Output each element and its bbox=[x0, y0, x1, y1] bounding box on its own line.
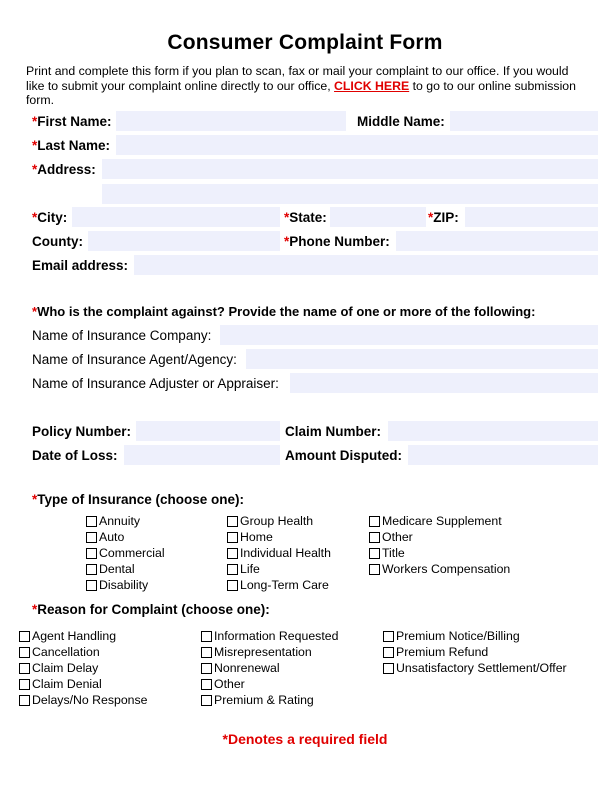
required-mark: * bbox=[284, 210, 290, 225]
reason-option[interactable] bbox=[19, 628, 148, 644]
reason-option[interactable] bbox=[201, 660, 338, 676]
insurance-adjuster-label: Name of Insurance Adjuster or Appraiser: bbox=[32, 376, 279, 391]
date-of-loss-label: Date of Loss: bbox=[32, 448, 118, 463]
zip-label-text: ZIP: bbox=[433, 210, 459, 225]
state-label-text: State: bbox=[289, 210, 327, 225]
zip-label bbox=[428, 210, 459, 225]
insurance-option-label: Auto bbox=[99, 530, 125, 544]
reason-option-label: Information Requested bbox=[214, 629, 339, 643]
reason-option-label: Misrepresentation bbox=[214, 645, 312, 659]
insurance-option-label: Disability bbox=[99, 578, 149, 592]
email-field[interactable] bbox=[134, 255, 598, 275]
insurance-option-label: Individual Health bbox=[240, 546, 331, 560]
insurance-option-label: Other bbox=[382, 530, 413, 544]
reason-option-label: Agent Handling bbox=[32, 629, 117, 643]
checkbox[interactable] bbox=[19, 631, 30, 642]
address-line2-field[interactable] bbox=[102, 184, 598, 204]
insurance-option-label: Medicare Supplement bbox=[382, 514, 502, 528]
reason-option[interactable] bbox=[19, 692, 148, 708]
checkbox[interactable] bbox=[227, 548, 238, 559]
checkbox[interactable] bbox=[369, 564, 380, 575]
checkbox[interactable] bbox=[369, 516, 380, 527]
phone-field[interactable] bbox=[396, 231, 598, 251]
insurance-option[interactable] bbox=[86, 561, 165, 577]
checkbox[interactable] bbox=[201, 663, 212, 674]
required-mark: * bbox=[32, 210, 38, 225]
insurance-option[interactable] bbox=[369, 529, 510, 545]
policy-number-field[interactable] bbox=[136, 421, 280, 441]
checkbox[interactable] bbox=[383, 647, 394, 658]
reason-option-label: Premium & Rating bbox=[214, 693, 314, 707]
middle-name-field[interactable] bbox=[450, 111, 598, 131]
insurance-agent-field[interactable] bbox=[246, 349, 598, 369]
insurance-option[interactable] bbox=[227, 577, 331, 593]
insurance-option[interactable] bbox=[369, 545, 510, 561]
required-mark: * bbox=[32, 602, 38, 617]
complaint-against-heading bbox=[32, 304, 535, 319]
required-mark: * bbox=[32, 304, 38, 319]
amount-disputed-label: Amount Disputed: bbox=[285, 448, 402, 463]
insurance-option-label: Group Health bbox=[240, 514, 314, 528]
insurance-option-label: Life bbox=[240, 562, 260, 576]
insurance-option-label: Workers Compensation bbox=[382, 562, 511, 576]
county-field[interactable] bbox=[88, 231, 280, 251]
insurance-option-label: Title bbox=[382, 546, 405, 560]
intro-text bbox=[26, 64, 586, 108]
insurance-option-label: Commercial bbox=[99, 546, 165, 560]
checkbox[interactable] bbox=[86, 532, 97, 543]
last-name-label-text: Last Name: bbox=[37, 138, 111, 153]
intro-text-before: Print and complete this form if you plan to scan, fax or mail your complaint to our office. If you would like to submit your complaint online directly to our office, bbox=[26, 64, 569, 93]
checkbox[interactable] bbox=[19, 679, 30, 690]
reason-option[interactable] bbox=[201, 692, 338, 708]
checkbox[interactable] bbox=[86, 580, 97, 591]
required-mark: * bbox=[32, 138, 38, 153]
checkbox[interactable] bbox=[227, 532, 238, 543]
insurance-type-col2 bbox=[227, 513, 331, 593]
insurance-option-label: Dental bbox=[99, 562, 135, 576]
insurance-option[interactable] bbox=[227, 529, 331, 545]
claim-number-label: Claim Number: bbox=[285, 424, 382, 439]
required-mark: * bbox=[32, 162, 38, 177]
checkbox[interactable] bbox=[86, 548, 97, 559]
required-mark: * bbox=[32, 114, 38, 129]
phone-label-text: Phone Number: bbox=[289, 234, 390, 249]
insurance-type-col3 bbox=[369, 513, 510, 577]
insurance-option[interactable] bbox=[227, 545, 331, 561]
reason-option[interactable] bbox=[383, 628, 567, 644]
click-here-link[interactable]: CLICK HERE bbox=[334, 78, 410, 93]
city-label-text: City: bbox=[37, 210, 68, 225]
insurance-company-field[interactable] bbox=[220, 325, 598, 345]
insurance-adjuster-field[interactable] bbox=[290, 373, 598, 393]
checkbox[interactable] bbox=[201, 631, 212, 642]
reason-option[interactable] bbox=[201, 644, 338, 660]
insurance-option-label: Home bbox=[240, 530, 273, 544]
reason-option-label: Nonrenewal bbox=[214, 661, 280, 675]
phone-label bbox=[284, 234, 390, 249]
last-name-label bbox=[32, 138, 110, 153]
checkbox[interactable] bbox=[369, 532, 380, 543]
reason-option-label: Cancellation bbox=[32, 645, 100, 659]
checkbox[interactable] bbox=[227, 564, 238, 575]
address-label bbox=[32, 162, 96, 177]
checkbox[interactable] bbox=[19, 647, 30, 658]
reason-option-label: Premium Refund bbox=[396, 645, 489, 659]
checkbox[interactable] bbox=[383, 663, 394, 674]
insurance-option[interactable] bbox=[86, 545, 165, 561]
checkbox[interactable] bbox=[201, 647, 212, 658]
reason-col1 bbox=[19, 628, 148, 708]
date-of-loss-field[interactable] bbox=[124, 445, 280, 465]
reason-option-label: Unsatisfactory Settlement/Offer bbox=[396, 661, 567, 675]
address-label-text: Address: bbox=[37, 162, 96, 177]
reason-option[interactable] bbox=[383, 644, 567, 660]
reason-option-label: Claim Delay bbox=[32, 661, 99, 675]
required-mark: * bbox=[428, 210, 434, 225]
insurance-agent-label: Name of Insurance Agent/Agency: bbox=[32, 352, 237, 367]
city-field[interactable] bbox=[72, 207, 280, 227]
insurance-company-label: Name of Insurance Company: bbox=[32, 328, 212, 343]
insurance-option[interactable] bbox=[227, 561, 331, 577]
checkbox[interactable] bbox=[201, 679, 212, 690]
checkbox[interactable] bbox=[19, 663, 30, 674]
first-name-label-text: First Name: bbox=[37, 114, 112, 129]
checkbox[interactable] bbox=[86, 564, 97, 575]
claim-number-field[interactable] bbox=[388, 421, 598, 441]
address-line1-field[interactable] bbox=[102, 159, 598, 179]
required-mark: * bbox=[284, 234, 290, 249]
checkbox[interactable] bbox=[201, 695, 212, 706]
county-label: County: bbox=[32, 234, 83, 249]
reason-option[interactable] bbox=[19, 676, 148, 692]
insurance-option[interactable] bbox=[227, 513, 331, 529]
checkbox[interactable] bbox=[19, 695, 30, 706]
reason-option[interactable] bbox=[383, 660, 567, 676]
policy-number-label: Policy Number: bbox=[32, 424, 132, 439]
required-mark: * bbox=[32, 492, 38, 507]
form-title: Consumer Complaint Form bbox=[167, 31, 443, 54]
insurance-option[interactable] bbox=[86, 577, 165, 593]
insurance-type-heading bbox=[32, 492, 244, 507]
insurance-option-label: Annuity bbox=[99, 514, 141, 528]
reason-option-label: Premium Notice/Billing bbox=[396, 629, 520, 643]
last-name-field[interactable] bbox=[116, 135, 598, 155]
insurance-option[interactable] bbox=[369, 561, 510, 577]
reason-option-label: Other bbox=[214, 677, 245, 691]
reason-heading bbox=[32, 602, 270, 617]
reason-option[interactable] bbox=[201, 628, 338, 644]
insurance-type-col1 bbox=[86, 513, 165, 593]
middle-name-label: Middle Name: bbox=[357, 114, 445, 129]
state-label bbox=[284, 210, 327, 225]
reason-col2 bbox=[201, 628, 338, 708]
insurance-option[interactable] bbox=[86, 529, 165, 545]
insurance-option-label: Long-Term Care bbox=[240, 578, 329, 592]
checkbox[interactable] bbox=[227, 516, 238, 527]
required-field-note: *Denotes a required field bbox=[222, 731, 388, 747]
first-name-label bbox=[32, 114, 112, 129]
insurance-option[interactable] bbox=[369, 513, 510, 529]
reason-option[interactable] bbox=[19, 660, 148, 676]
reason-col3 bbox=[383, 628, 567, 676]
reason-heading-text: Reason for Complaint (choose one): bbox=[37, 602, 270, 617]
amount-disputed-field[interactable] bbox=[408, 445, 598, 465]
reason-option-label: Claim Denial bbox=[32, 677, 102, 691]
email-label: Email address: bbox=[32, 258, 129, 273]
complaint-against-heading-text: Who is the complaint against? Provide the name of one or more of the following: bbox=[37, 304, 536, 319]
checkbox[interactable] bbox=[227, 580, 238, 591]
first-name-field[interactable] bbox=[116, 111, 346, 131]
checkbox[interactable] bbox=[383, 631, 394, 642]
reason-option[interactable] bbox=[201, 676, 338, 692]
zip-field[interactable] bbox=[465, 207, 598, 227]
reason-option[interactable] bbox=[19, 644, 148, 660]
checkbox[interactable] bbox=[369, 548, 380, 559]
city-label bbox=[32, 210, 67, 225]
insurance-option[interactable] bbox=[86, 513, 165, 529]
state-field[interactable] bbox=[330, 207, 426, 227]
intro-text-after: to go to our online submission form. bbox=[26, 78, 576, 107]
checkbox[interactable] bbox=[86, 516, 97, 527]
reason-option-label: Delays/No Response bbox=[32, 693, 148, 707]
insurance-type-heading-text: Type of Insurance (choose one): bbox=[37, 492, 245, 507]
